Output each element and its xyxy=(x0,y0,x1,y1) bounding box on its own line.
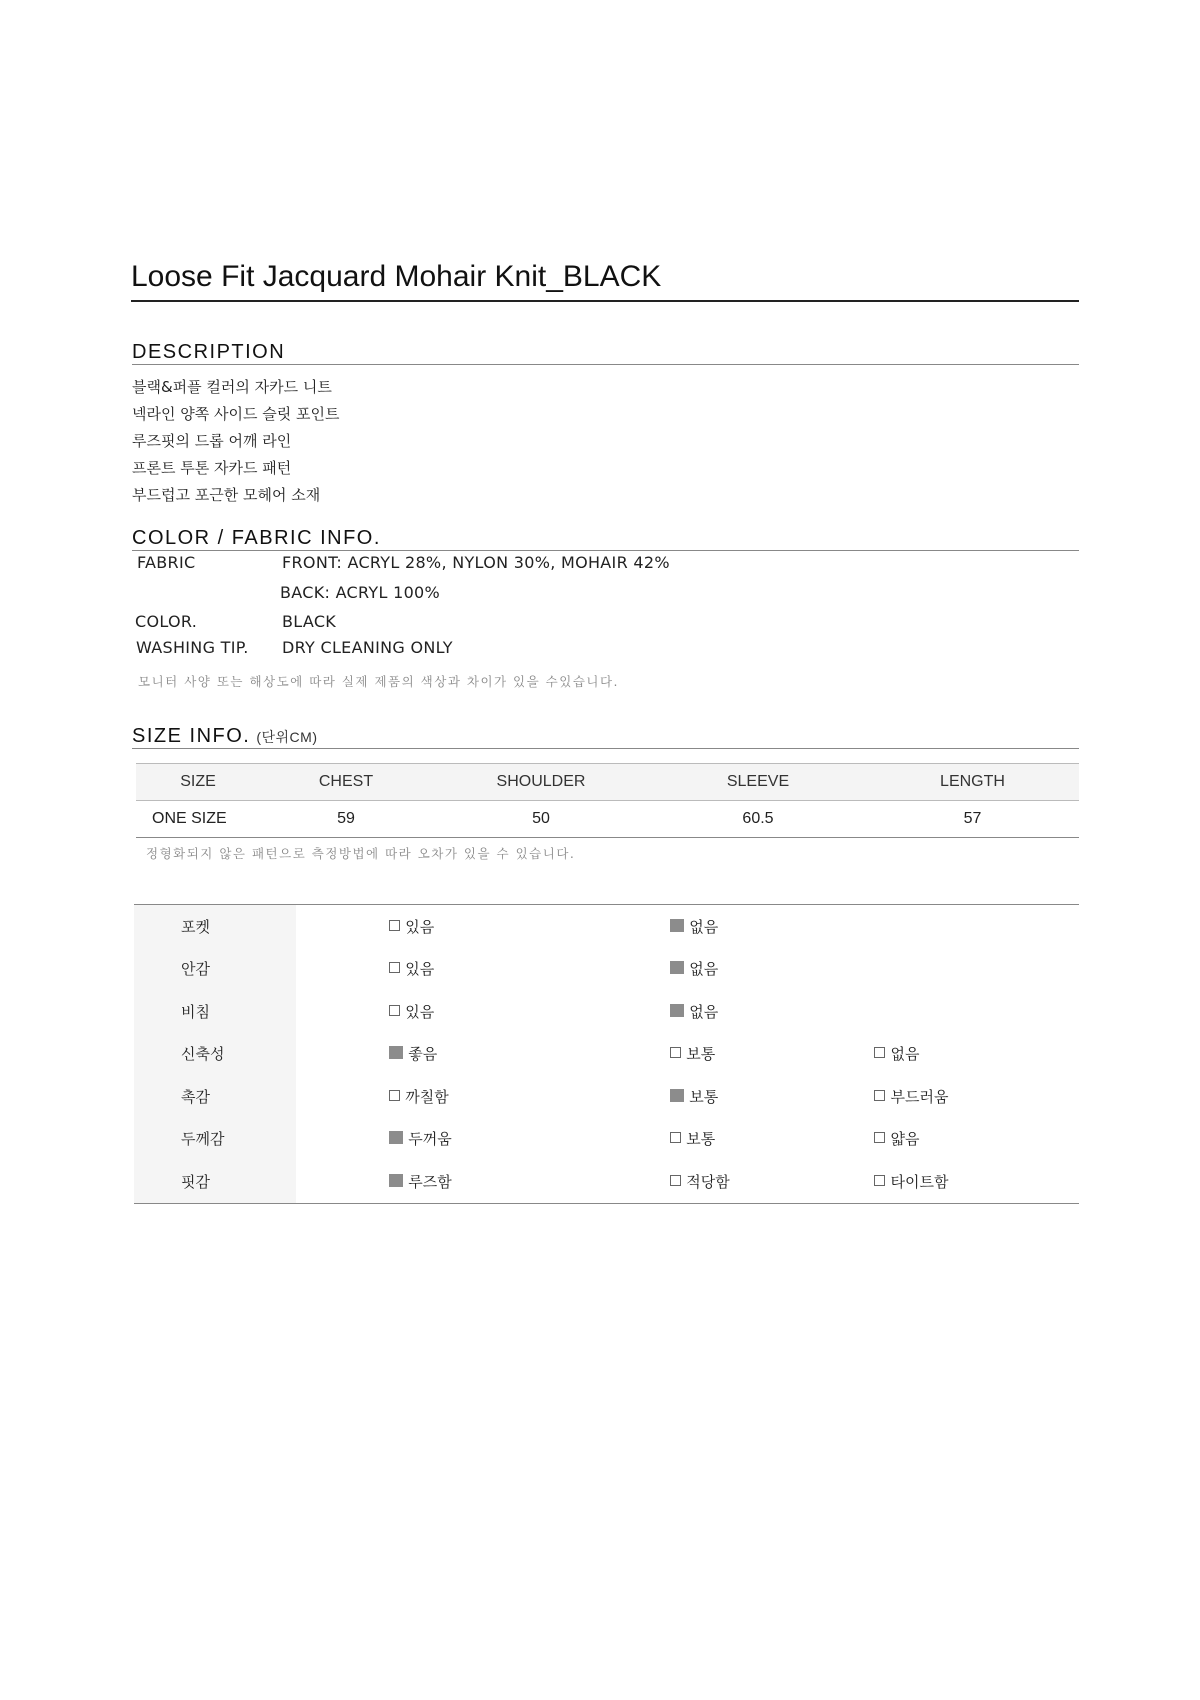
spec-option-label: 루즈함 xyxy=(408,1172,452,1191)
spec-option-cell xyxy=(874,1033,1079,1076)
description-line: 넥라인 양쪽 사이드 슬릿 포인트 xyxy=(132,405,340,423)
spec-option-cell xyxy=(874,905,1079,948)
size-table-header xyxy=(136,764,1079,801)
checked-box-icon[interactable] xyxy=(670,919,684,932)
chest-cell: 59 xyxy=(260,801,432,838)
spec-table xyxy=(134,904,1079,1204)
fabric-back-value: BACK: ACRYL 100% xyxy=(280,583,441,602)
spec-label: 신축성 xyxy=(134,1033,296,1076)
spec-option-label: 까칠함 xyxy=(405,1087,449,1106)
spec-label: 촉감 xyxy=(134,1075,296,1118)
spec-label: 두께감 xyxy=(134,1118,296,1161)
spec-option-label: 좋음 xyxy=(408,1045,438,1064)
spec-option-cell xyxy=(296,905,670,948)
unchecked-box-icon[interactable] xyxy=(389,1005,400,1016)
fabric-info-heading-text: COLOR / FABRIC INFO. xyxy=(132,527,381,549)
table-row xyxy=(134,1160,1079,1203)
checked-box-icon[interactable] xyxy=(389,1174,403,1187)
size-disclaimer: 정형화되지 않은 패턴으로 측정방법에 따라 오차가 있을 수 있습니다. xyxy=(146,846,576,861)
spec-option-cell xyxy=(296,990,670,1033)
checked-box-icon[interactable] xyxy=(670,1089,684,1102)
unchecked-box-icon[interactable] xyxy=(389,962,400,973)
spec-option-cell xyxy=(670,1033,874,1076)
spec-option-cell xyxy=(874,990,1079,1033)
unchecked-box-icon[interactable] xyxy=(670,1132,681,1143)
description-line: 프론트 투톤 자카드 패턴 xyxy=(132,459,292,477)
spec-label: 핏감 xyxy=(134,1160,296,1203)
spec-option-cell xyxy=(874,948,1079,991)
checked-box-icon[interactable] xyxy=(670,961,684,974)
unchecked-box-icon[interactable] xyxy=(389,1090,400,1101)
size-info-heading xyxy=(132,722,1079,749)
spec-option-cell xyxy=(296,948,670,991)
spec-option-cell xyxy=(296,1033,670,1076)
fabric-front-value: FRONT: ACRYL 28%, NYLON 30%, MOHAIR 42% xyxy=(282,553,670,572)
unchecked-box-icon[interactable] xyxy=(874,1175,885,1186)
shoulder-cell: 50 xyxy=(432,801,650,838)
spec-option-label: 없음 xyxy=(689,917,719,936)
size-table xyxy=(136,763,1079,838)
spec-option-label: 없음 xyxy=(689,1002,719,1021)
spec-option-label: 보통 xyxy=(686,1045,716,1064)
spec-option-label: 부드러움 xyxy=(890,1087,949,1106)
spec-option-label: 없음 xyxy=(689,960,719,979)
spec-option-label: 두꺼움 xyxy=(408,1130,452,1149)
unchecked-box-icon[interactable] xyxy=(389,920,400,931)
table-row xyxy=(134,1075,1079,1118)
checked-box-icon[interactable] xyxy=(389,1046,403,1059)
spec-label: 안감 xyxy=(134,948,296,991)
spec-option-cell xyxy=(296,1118,670,1161)
spec-label: 비침 xyxy=(134,990,296,1033)
shoulder-col-header: SHOULDER xyxy=(432,764,650,801)
chest-col-header: CHEST xyxy=(260,764,432,801)
length-cell: 57 xyxy=(866,801,1079,838)
table-row xyxy=(134,948,1079,991)
unchecked-box-icon[interactable] xyxy=(874,1090,885,1101)
size-unit: (단위CM) xyxy=(256,729,318,745)
size-cell: ONE SIZE xyxy=(136,801,260,838)
spec-option-cell xyxy=(296,1075,670,1118)
color-value: BLACK xyxy=(282,612,337,631)
color-label: COLOR. xyxy=(135,612,198,631)
product-title: Loose Fit Jacquard Mohair Knit_BLACK xyxy=(131,258,1079,302)
description-line: 부드럽고 포근한 모헤어 소재 xyxy=(132,486,321,504)
spec-option-label: 없음 xyxy=(890,1045,920,1064)
table-row xyxy=(134,990,1079,1033)
washing-label: WASHING TIP. xyxy=(136,638,249,657)
unchecked-box-icon[interactable] xyxy=(670,1175,681,1186)
length-col-header: LENGTH xyxy=(866,764,1079,801)
description-heading xyxy=(132,338,1079,365)
description-heading-text: DESCRIPTION xyxy=(132,341,286,363)
description-line: 블랙&퍼플 컬러의 자카드 니트 xyxy=(132,378,332,396)
spec-option-label: 보통 xyxy=(689,1087,719,1106)
spec-option-label: 있음 xyxy=(405,960,435,979)
spec-option-cell xyxy=(670,1118,874,1161)
checked-box-icon[interactable] xyxy=(670,1004,684,1017)
unchecked-box-icon[interactable] xyxy=(874,1047,885,1058)
sleeve-col-header: SLEEVE xyxy=(650,764,866,801)
color-disclaimer: 모니터 사양 또는 해상도에 따라 실제 제품의 색상과 차이가 있을 수있습니다. xyxy=(138,674,620,689)
spec-option-label: 보통 xyxy=(686,1130,716,1149)
spec-option-label: 얇음 xyxy=(890,1130,920,1149)
unchecked-box-icon[interactable] xyxy=(670,1047,681,1058)
washing-value: DRY CLEANING ONLY xyxy=(282,638,453,657)
size-col-header: SIZE xyxy=(136,764,260,801)
spec-option-label: 있음 xyxy=(405,917,435,936)
spec-option-label: 있음 xyxy=(405,1002,435,1021)
table-row xyxy=(134,1033,1079,1076)
spec-option-cell xyxy=(874,1160,1079,1203)
spec-option-cell xyxy=(874,1118,1079,1161)
sleeve-cell: 60.5 xyxy=(650,801,866,838)
description-list xyxy=(132,374,339,509)
description-line: 루즈핏의 드롭 어깨 라인 xyxy=(132,432,292,450)
fabric-info-heading xyxy=(132,524,1079,551)
spec-option-cell xyxy=(670,905,874,948)
size-info-heading-text: SIZE INFO. xyxy=(132,725,251,747)
spec-option-cell xyxy=(874,1075,1079,1118)
spec-option-label: 타이트함 xyxy=(890,1172,949,1191)
table-row xyxy=(134,1118,1079,1161)
spec-option-cell xyxy=(670,948,874,991)
spec-option-cell xyxy=(670,990,874,1033)
fabric-label: FABRIC xyxy=(137,553,196,572)
unchecked-box-icon[interactable] xyxy=(874,1132,885,1143)
spec-option-cell xyxy=(296,1160,670,1203)
checked-box-icon[interactable] xyxy=(389,1131,403,1144)
spec-option-label: 적당함 xyxy=(686,1172,730,1191)
spec-option-cell xyxy=(670,1160,874,1203)
spec-label: 포켓 xyxy=(134,905,296,948)
table-row xyxy=(134,905,1079,948)
table-row xyxy=(136,801,1079,838)
spec-option-cell xyxy=(670,1075,874,1118)
